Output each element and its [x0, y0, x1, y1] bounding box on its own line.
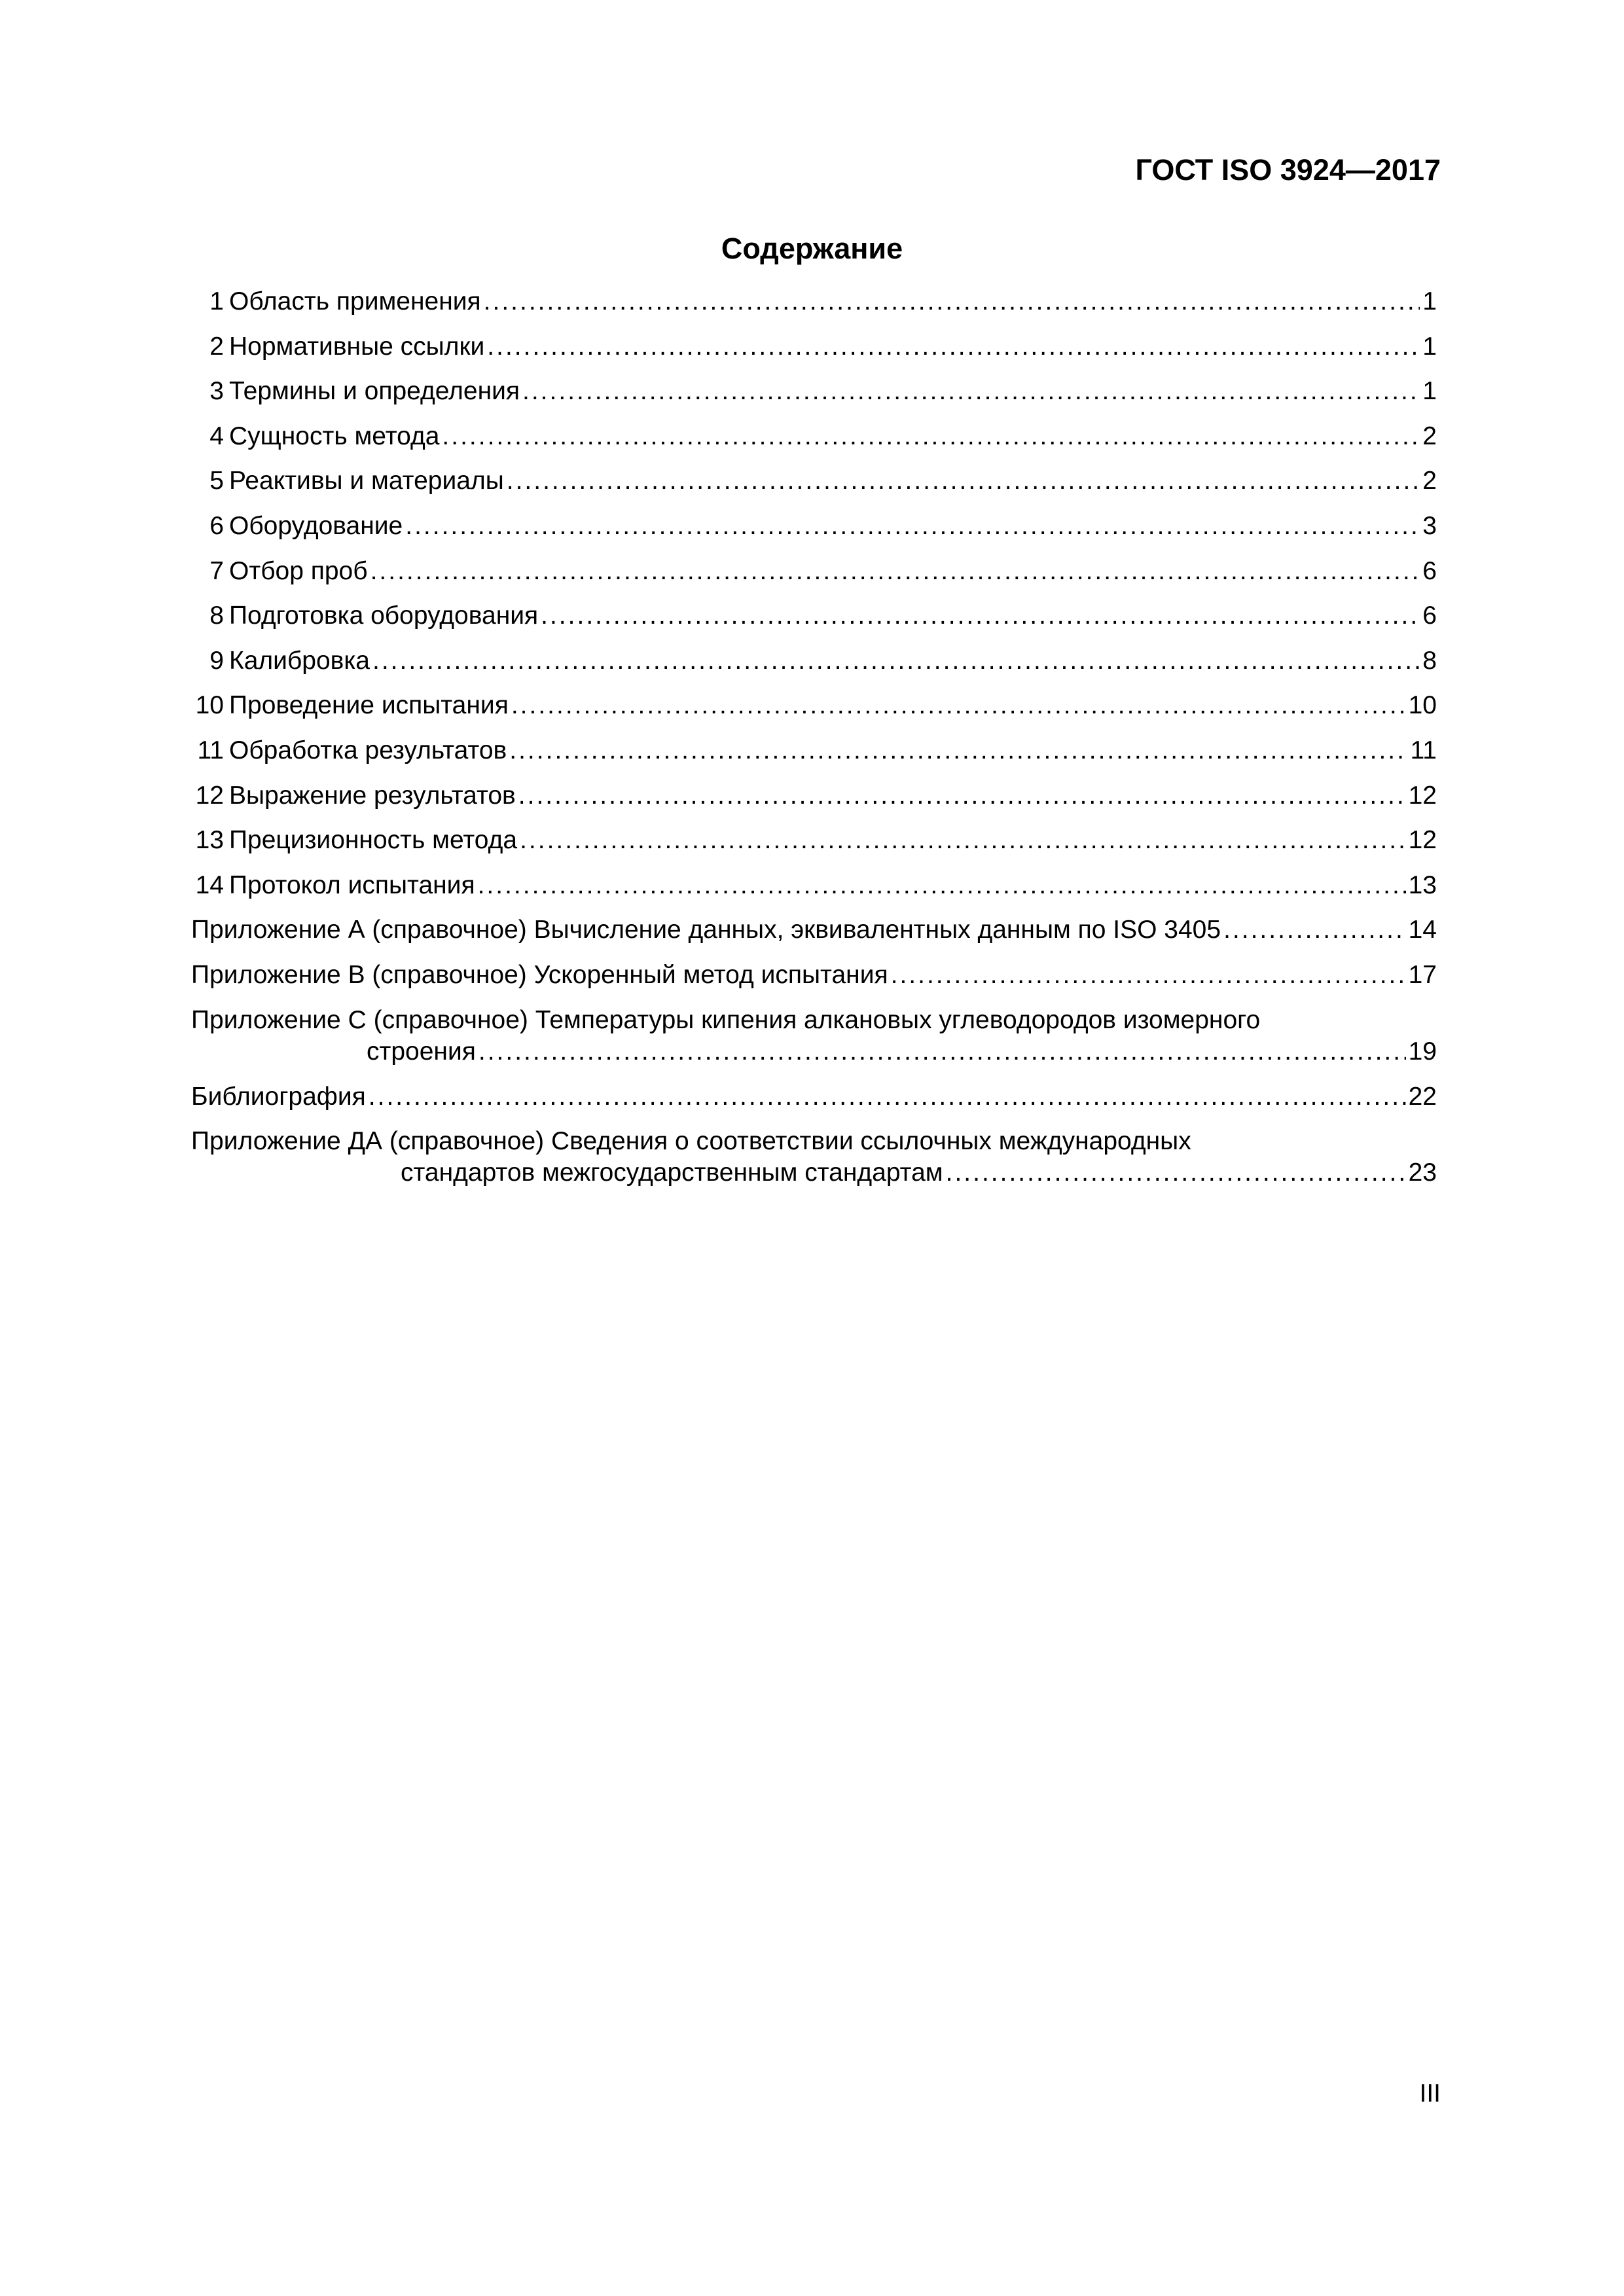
toc-entry-page: 17: [1408, 960, 1437, 989]
toc-entry-annex-da[interactable]: [191, 1126, 1437, 1202]
dot-leader: [520, 825, 1406, 856]
toc-entry-number: 3: [209, 377, 224, 406]
toc-entry-page: 6: [1422, 556, 1437, 585]
dot-leader: [509, 735, 1407, 766]
toc-entry-number: 13: [195, 826, 224, 855]
toc-entry-number: 9: [209, 646, 224, 675]
toc-entry-4[interactable]: [191, 421, 1437, 466]
toc-entry-label: Обработка результатов: [229, 736, 507, 764]
toc-entry-annex-c[interactable]: [191, 1005, 1437, 1081]
toc-entry-label: Протокол испытания: [229, 870, 475, 899]
page-number: III: [1419, 2079, 1441, 2108]
dot-leader: [541, 600, 1420, 632]
toc-entry-page: 19: [1408, 1037, 1437, 1066]
toc-entry-11[interactable]: [191, 735, 1437, 780]
dot-leader: [372, 645, 1420, 677]
toc-entry-label: Калибровка: [229, 646, 370, 675]
toc-title: Содержание: [721, 232, 903, 265]
toc-entry-number: 6: [209, 511, 224, 540]
toc-entry-page: 1: [1422, 287, 1437, 315]
dot-leader: [484, 286, 1420, 317]
toc-entry-label: Термины и определения: [229, 377, 520, 406]
toc-entry-page: 12: [1408, 826, 1437, 855]
dot-leader: [405, 511, 1420, 542]
dot-leader: [518, 780, 1406, 812]
toc-entry-page: 13: [1408, 870, 1437, 899]
toc-entry-number: 10: [195, 691, 224, 720]
dot-leader: [369, 1081, 1406, 1113]
toc-entry-page: 3: [1422, 511, 1437, 540]
toc-entry-number: 14: [195, 870, 224, 899]
toc-entry-label: Приложение С (справочное) Температуры кипения алкановых углеводородов изомерного: [191, 1005, 1261, 1034]
toc-entry-5[interactable]: [191, 465, 1437, 511]
toc-entry-label: Отбор проб: [229, 556, 368, 585]
toc-entry-7[interactable]: [191, 556, 1437, 601]
table-of-contents: [191, 286, 1437, 1202]
toc-entry-annex-a[interactable]: [191, 914, 1437, 960]
toc-entry-1[interactable]: [191, 286, 1437, 331]
toc-entry-number: 2: [209, 332, 224, 361]
toc-entry-label: Оборудование: [229, 511, 403, 540]
toc-entry-annex-b[interactable]: [191, 960, 1437, 1005]
dot-leader: [370, 556, 1420, 587]
toc-entry-label: Область применения: [229, 287, 481, 315]
toc-entry-label: Приложение В (справочное) Ускоренный метод испытания: [191, 960, 888, 989]
toc-entry-label: Проведение испытания: [229, 691, 509, 720]
toc-entry-number: 8: [209, 601, 224, 630]
toc-entry-number: 4: [209, 422, 224, 450]
toc-entry-page: 10: [1408, 691, 1437, 720]
toc-entry-label-continuation: стандартов межгосударственным стандартам: [401, 1158, 943, 1187]
dot-leader: [507, 465, 1420, 497]
document-code-header: ГОСТ ISO 3924—2017: [1135, 153, 1441, 187]
toc-entry-9[interactable]: [191, 645, 1437, 691]
dot-leader: [891, 960, 1406, 991]
toc-entry-label: Реактивы и материалы: [229, 467, 504, 495]
toc-entry-number: 1: [209, 287, 224, 315]
toc-entry-page: 23: [1408, 1158, 1437, 1187]
toc-entry-label: Приложение ДА (справочное) Сведения о соответствии ссылочных международных: [191, 1127, 1191, 1156]
dot-leader: [442, 421, 1420, 452]
toc-entry-page: 2: [1422, 422, 1437, 450]
toc-entry-label: Подготовка оборудования: [229, 601, 539, 630]
toc-entry-3[interactable]: [191, 376, 1437, 421]
toc-entry-page: 22: [1408, 1082, 1437, 1111]
dot-leader: [487, 331, 1420, 363]
toc-entry-page: 6: [1422, 601, 1437, 630]
dot-leader: [511, 690, 1406, 721]
toc-entry-page: 1: [1422, 377, 1437, 406]
toc-entry-10[interactable]: [191, 690, 1437, 735]
toc-entry-label: Нормативные ссылки: [229, 332, 485, 361]
toc-entry-8[interactable]: [191, 600, 1437, 645]
toc-entry-label: Выражение результатов: [229, 781, 516, 810]
toc-entry-page: 8: [1422, 646, 1437, 675]
dot-leader: [478, 870, 1406, 901]
toc-entry-13[interactable]: [191, 825, 1437, 870]
dot-leader: [1223, 914, 1406, 946]
toc-entry-14[interactable]: [191, 870, 1437, 915]
dot-leader: [946, 1157, 1406, 1189]
toc-entry-number: 5: [209, 467, 224, 495]
dot-leader: [478, 1036, 1406, 1067]
toc-entry-page: 12: [1408, 781, 1437, 810]
toc-entry-bibliography[interactable]: [191, 1081, 1437, 1126]
toc-entry-2[interactable]: [191, 331, 1437, 376]
dot-leader: [522, 376, 1420, 407]
toc-entry-number: 7: [209, 556, 224, 585]
toc-entry-12[interactable]: [191, 780, 1437, 825]
toc-entry-label: Прецизионность метода: [229, 826, 518, 855]
toc-entry-label: Приложение А (справочное) Вычисление данных, эквивалентных данным по ISO 3405: [191, 916, 1221, 944]
toc-entry-6[interactable]: [191, 511, 1437, 556]
toc-entry-page: 14: [1408, 916, 1437, 944]
toc-entry-number: 12: [195, 781, 224, 810]
toc-entry-page: 2: [1422, 467, 1437, 495]
toc-entry-page: 11: [1410, 736, 1437, 764]
toc-entry-page: 1: [1422, 332, 1437, 361]
toc-entry-label-continuation: строения: [367, 1037, 476, 1066]
toc-entry-label: Библиография: [191, 1082, 366, 1111]
toc-entry-label: Сущность метода: [229, 422, 440, 450]
toc-entry-number: 11: [197, 736, 224, 764]
